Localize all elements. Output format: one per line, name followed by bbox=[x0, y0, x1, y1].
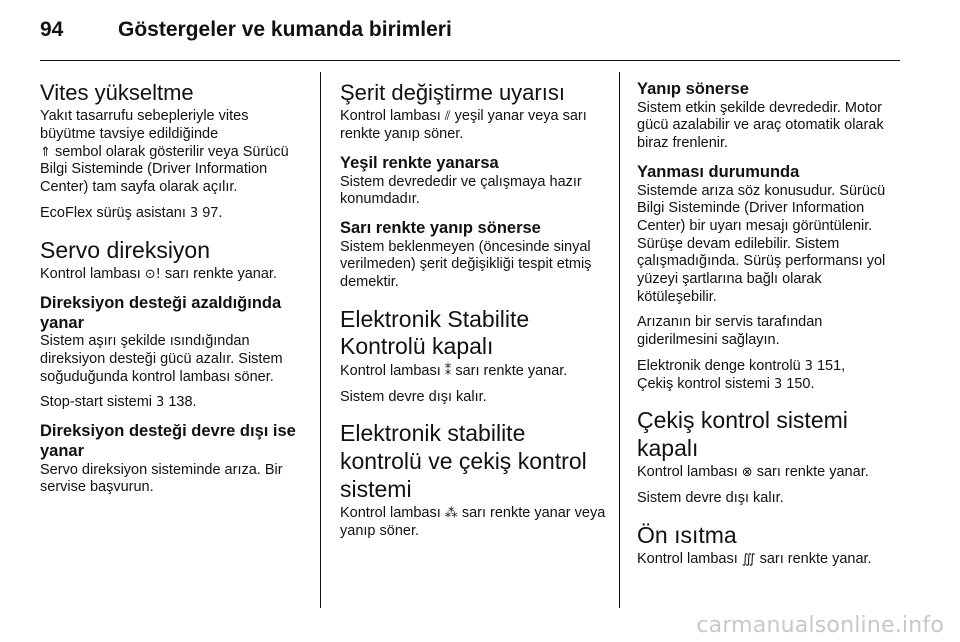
page-ref-icon: 3 bbox=[189, 205, 199, 221]
stopstart-page[interactable]: 138. bbox=[168, 394, 197, 411]
heading-yanmasi-durumunda: Yanması durumunda bbox=[637, 162, 800, 181]
heading-esp-kapali: Elektronik Stabilite Kontrolü kapalı bbox=[340, 305, 530, 360]
cekis-kapali-paragraph-2: Sistem devre dışı kalır. bbox=[637, 490, 784, 507]
stopstart-paragraph bbox=[40, 394, 308, 412]
servo-text: Kontrol lambası bbox=[40, 266, 141, 283]
glow-plug-icon: ∭ bbox=[741, 552, 756, 568]
column-3 bbox=[637, 74, 905, 577]
cekis-text: Kontrol lambası bbox=[340, 505, 441, 522]
heading-cekis-kapali: Çekiş kontrol sistemi kapalı bbox=[637, 407, 848, 461]
column-divider-1 bbox=[320, 72, 321, 608]
yanip-paragraph: Sistem etkin şekilde devrededir. Motor gücü azalabilir ve araç otomatik olarak biraz frenlenir. bbox=[637, 99, 884, 152]
page-ref-icon: 3 bbox=[804, 358, 813, 374]
heading-esp-cekis: Elektronik stabilite kontrolü ve çekiş kontrol sistemi bbox=[340, 420, 587, 502]
denge-text: Elektronik denge kontrolü bbox=[637, 357, 801, 374]
sari-paragraph: Sistem beklenmeyen (öncesinde sinyal verilmeden) şerit değişikliği tespit etmiş demektir. bbox=[340, 238, 592, 291]
heading-serit-degistirme: Şerit değiştirme uyarısı bbox=[340, 80, 565, 105]
lane-change-icon: ⫽ bbox=[444, 109, 451, 125]
vites-text-1: Yakıt tasarrufu sebepleriyle vites büyütme tavsiye edildiğinde bbox=[40, 108, 249, 143]
steering-warning-icon: ⊙! bbox=[144, 267, 161, 283]
esp-paragraph bbox=[340, 363, 608, 381]
heading-destek-devre-disi: Direksiyon desteği devre dışı ise yanar bbox=[40, 422, 296, 460]
azald-paragraph: Sistem aşırı şekilde ısındığından direksiyon desteği gücü azalır. Sistem soğuduğunda kontrol lambası söner. bbox=[40, 333, 283, 385]
serit-text: Kontrol lambası bbox=[340, 108, 441, 125]
page-header bbox=[40, 14, 920, 50]
column-divider-2 bbox=[619, 72, 620, 608]
esp-skid-icon: ⁂ bbox=[444, 506, 458, 522]
denge-paragraph bbox=[637, 358, 905, 393]
column-2 bbox=[340, 74, 608, 549]
ecoflex-text: EcoFlex sürüş asistanı bbox=[40, 204, 186, 221]
heading-servo-direksiyon: Servo direksiyon bbox=[40, 236, 211, 263]
page-title: Göstergeler ve kumanda birimleri bbox=[118, 18, 452, 41]
cekis-paragraph bbox=[340, 505, 608, 540]
heading-vites-yukseltme: Vites yükseltme bbox=[40, 80, 194, 105]
vites-text-2: sembol olarak gösterilir veya Sürücü Bilgi Sisteminde (Driver Information Center) tam sayfa olarak açılır. bbox=[40, 143, 289, 196]
header-rule bbox=[40, 60, 900, 61]
servo-text-2: sarı renkte yanar. bbox=[164, 266, 277, 283]
on-isitma-text: Kontrol lambası bbox=[637, 551, 738, 568]
traction-off-icon: ⊗ bbox=[741, 465, 753, 481]
serit-paragraph bbox=[340, 108, 608, 143]
heading-on-isitma: Ön ısıtma bbox=[637, 521, 737, 548]
esp-text: Kontrol lambası bbox=[340, 362, 441, 379]
column-1 bbox=[40, 74, 308, 505]
cekis-sys-text: Çekiş kontrol sistemi bbox=[637, 375, 770, 392]
esp-paragraph-2: Sistem devre dışı kalır. bbox=[340, 388, 487, 405]
heading-yesil-renkte: Yeşil renkte yanarsa bbox=[340, 153, 499, 172]
yanmasi-paragraph-2: Arızanın bir servis tarafından giderilmesini sağlayın. bbox=[637, 314, 823, 349]
ecoflex-page[interactable]: 97. bbox=[202, 204, 223, 221]
upshift-icon: ⇑ bbox=[40, 144, 51, 160]
esp-text-2: sarı renkte yanar. bbox=[455, 362, 568, 379]
servo-paragraph bbox=[40, 266, 308, 284]
cekis-kapali-text-2: sarı renkte yanar. bbox=[756, 464, 869, 481]
heading-sari-renkte: Sarı renkte yanıp sönerse bbox=[340, 218, 541, 237]
esp-off-icon: ⁑ bbox=[444, 363, 452, 379]
cekis-kapali-paragraph bbox=[637, 464, 905, 482]
cekis-kapali-text: Kontrol lambası bbox=[637, 464, 738, 481]
yanmasi-paragraph-1: Sistemde arıza söz konusudur. Sürücü Bilgi Sisteminde (Driver Information Center) bir uyarı mesajı görüntülenir. Sürüşe devam edilebilir. Sistem çalışmadığında. Sürüş performansı yol yüzeyi şartlarına bağlı olarak kötüleşebilir. bbox=[637, 182, 886, 305]
on-isitma-text-2: sarı renkte yanar. bbox=[759, 551, 872, 568]
heading-yanip-sonerse: Yanıp sönerse bbox=[637, 80, 749, 98]
denge-page[interactable]: 151, bbox=[816, 357, 846, 374]
heading-destek-azaldiginda: Direksiyon desteği azaldığında yanar bbox=[40, 293, 282, 332]
page-number: 94 bbox=[40, 18, 64, 41]
page-ref-icon: 3 bbox=[156, 395, 165, 411]
stopstart-text: Stop-start sistemi bbox=[40, 394, 152, 411]
yesil-paragraph: Sistem devrededir ve çalışmaya hazır konumdadır. bbox=[340, 173, 582, 208]
vites-paragraph bbox=[40, 108, 308, 196]
cekis-sys-page[interactable]: 150. bbox=[786, 375, 815, 392]
watermark: carmanualsonline.info bbox=[696, 613, 944, 638]
ecoflex-paragraph bbox=[40, 205, 308, 223]
on-isitma-paragraph bbox=[637, 551, 905, 569]
cekis-text-2: sarı renkte yanar veya yanıp söner. bbox=[340, 505, 606, 539]
serit-text-2: yeşil yanar veya sarı renkte yanıp söner. bbox=[340, 108, 587, 143]
devre-paragraph: Servo direksiyon sisteminde arıza. Bir servise başvurun. bbox=[40, 461, 283, 496]
page-ref-icon: 3 bbox=[773, 376, 783, 392]
